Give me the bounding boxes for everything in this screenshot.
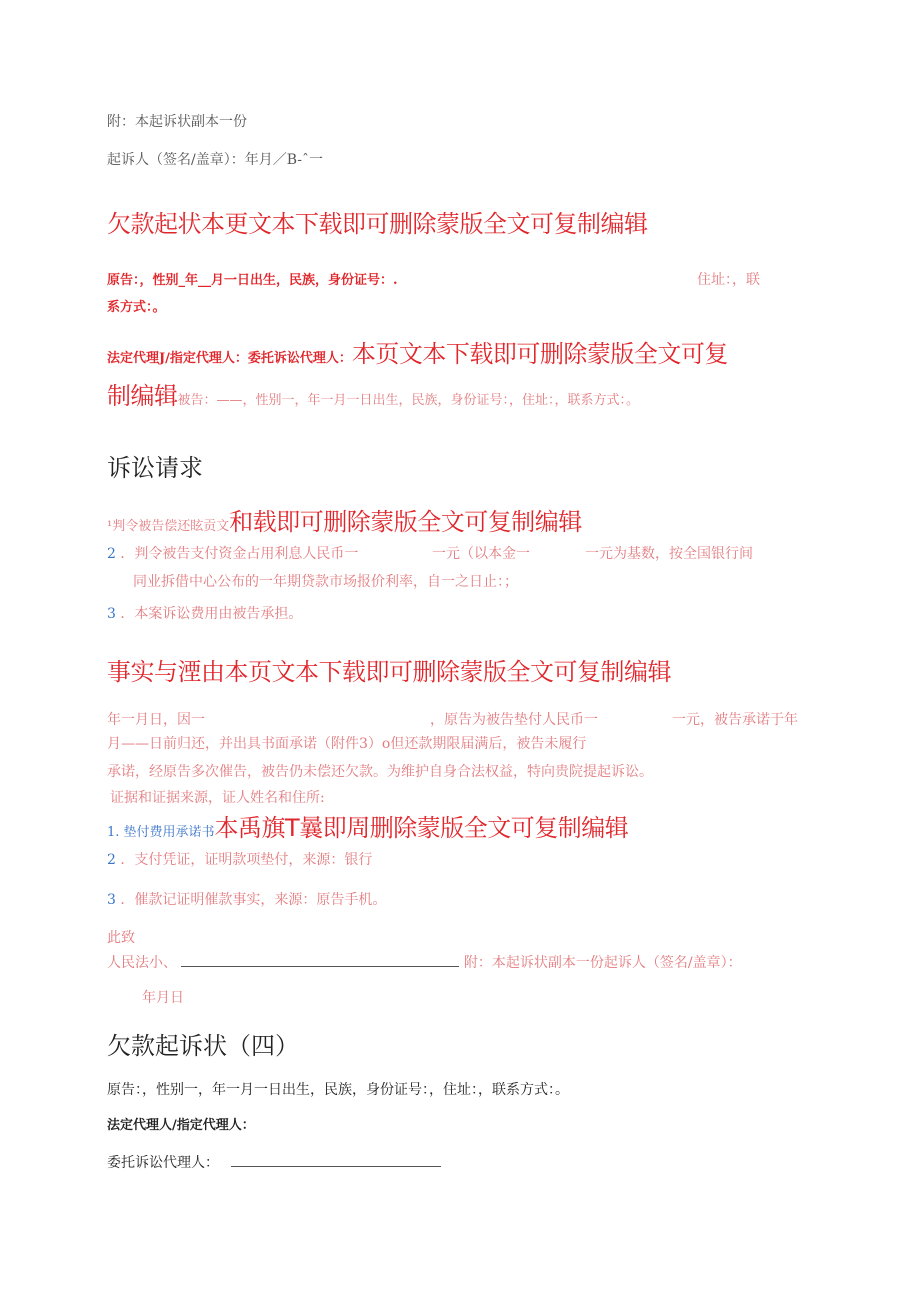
facts-line-2: 月——日前归还，并出具书面承诺（附件3）o但还款期限届满后，被告未履行: [107, 736, 587, 752]
litigation-agent-label: 委托诉讼代理人：: [107, 1155, 219, 1171]
defendant-line: [107, 380, 639, 418]
facts-line-1c: 一元，被告承诺于年: [672, 712, 798, 728]
watermark-banner-4: 事实与湮由本页文本下载即可删除蒙版全文可复制编辑: [107, 658, 671, 686]
evidence-3-number: 3: [107, 892, 116, 908]
section-4-agent: 法定代理人/指定代理人：: [107, 1118, 255, 1133]
plaintiff-contact: 系方式：。: [107, 300, 166, 315]
claim-2-text-c: 一元为基数，按全国银行间: [585, 546, 753, 562]
defendant-info: 被告：——，性别一，年一月一日出生，民族，身份证号：，住址：，联系方式：。: [177, 393, 640, 408]
claims-heading: 诉讼请求: [107, 454, 203, 482]
watermark-banner-5: 本禹旗T曩即周删除蒙版全文可复制编辑: [214, 814, 629, 842]
plaintiff-info-line-1: [107, 270, 398, 291]
plaintiff-address: 住址：，联: [697, 272, 760, 288]
evidence-1: [107, 812, 628, 850]
plaintiff-signature-label: 起诉人（签名/盖章）：年月: [107, 152, 273, 168]
agent-line: [107, 338, 728, 376]
watermark-banner-1: 欠款起状本更文本下载即可删除蒙版全文可复制编辑: [107, 210, 648, 238]
attachment-note: 附：本起诉状副本一份: [107, 114, 247, 130]
watermark-banner-2a: 本页文本下载即可删除蒙版全文可复: [351, 340, 728, 368]
facts-line-1a: 年一月日，因一: [107, 712, 205, 728]
section-4-litigation-agent: [107, 1152, 441, 1173]
evidence-1-text: 1. 垫付费用承诺书: [107, 825, 215, 840]
claim-1: [107, 506, 582, 544]
claim-2-number: 2: [107, 546, 116, 562]
closing-court-line: [107, 952, 742, 973]
section-4-plaintiff: 原告：，性别一，年一月一日出生，民族，身份证号：，住址：，联系方式：。: [107, 1082, 569, 1098]
plaintiff-signature-line: [107, 150, 323, 170]
claim-2-text-b: 一元（以本金一: [432, 546, 530, 562]
claim-2-text-a: ．判令被告支付资金占用利息人民币一: [120, 546, 359, 562]
agent-label: 法定代理J/指定代理人：委托诉讼代理人：: [107, 351, 352, 366]
claim-3-text: ．本案诉讼费用由被告承担。: [120, 606, 303, 622]
evidence-2: [107, 850, 372, 870]
watermark-banner-2b: 制编辑: [107, 382, 178, 410]
section-4-title: 欠款起诉状（四）: [107, 1032, 299, 1060]
evidence-2-text: ．支付凭证，证明款项垫付，来源：银行: [120, 852, 373, 868]
closing-cizhi: 此致: [107, 930, 135, 946]
evidence-label: 证据和证据来源，证人姓名和住所:: [110, 790, 325, 806]
evidence-3: [107, 890, 386, 910]
claim-3-number: 3: [107, 606, 116, 622]
court-tail: 附：本起诉状副本一份起诉人（签名/盖章）：: [463, 955, 742, 971]
evidence-2-number: 2: [107, 852, 116, 868]
evidence-3-text: ．催款记证明催款事实，来源：原告手机。: [120, 892, 387, 908]
signature-mark: ／B-ˆ一: [272, 152, 323, 168]
claim-2-text-d: 同业拆借中心公布的一年期贷款市场报价利率，自一之日止：；: [133, 574, 518, 590]
facts-line-3: 承诺，经原告多次催告，被告仍未偿还欠款。为维护自身合法权益，特向贵院提起诉讼。: [107, 764, 653, 780]
litigation-agent-blank: [231, 1152, 441, 1167]
claim-3: [107, 604, 302, 624]
plaintiff-info: 原告：，性别_年__月一日出生，民族，身份证号：.: [107, 273, 398, 288]
closing-date: 年月日: [142, 990, 184, 1006]
claim-2: [107, 544, 358, 564]
court-blank: [181, 952, 459, 967]
claim-1-text: ¹判令被告偿还眩贡文: [107, 519, 230, 534]
court-label: 人民法小、: [107, 955, 177, 971]
watermark-banner-3: 和载即可删除蒙版全文可复制编辑: [229, 508, 582, 536]
facts-line-1b: ，原告为被告垫付人民币一: [430, 712, 598, 728]
